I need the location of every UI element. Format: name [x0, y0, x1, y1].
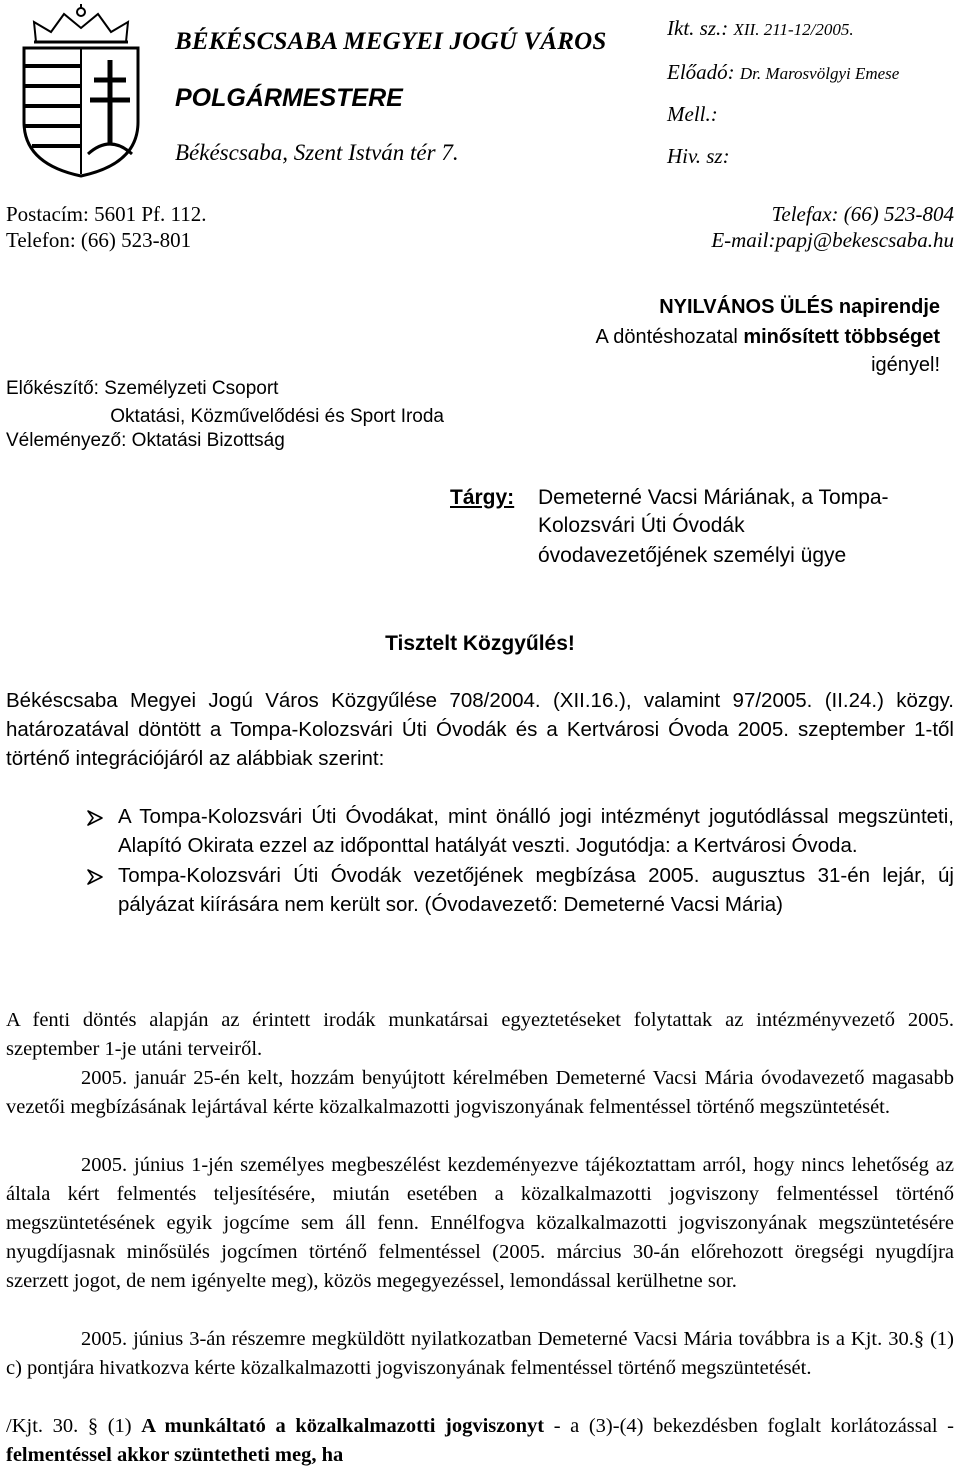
registry-value: XII. 211-12/2005. [733, 20, 854, 39]
majority-bold: minősített többséget [743, 326, 940, 348]
body-paragraph-5 [6, 1412, 954, 1470]
body-paragraph-3: 2005. június 1-jén személyes megbeszélést kezdeményezve tájékoztattam arról, hogy nincs lehetőség az általa kért felmentés teljesítésére, miután esetében a közalkalmazotti jogviszony felmentéssel történő megszüntetésének egyik jogcíme sem áll fenn. Ennélfogva közalkalmazotti jogviszonyának megszüntetésére nyugdíjasnak minősülés jogcímen történő felmentéssel (2005. március 30-án előrehozott öregségi nyugdíjra szerzett jogot, de nem igényelte meg), közös megegyezéssel, lemondással kerülhetne sor. [6, 1154, 954, 1292]
preparer-line: Előkészítő: Személyzeti Csoport [6, 378, 279, 399]
majority-notice [595, 326, 940, 349]
registry-number [667, 16, 854, 41]
body-paragraph-2: 2005. január 25-én kelt, hozzám benyújtott kérelmében Demeterné Vacsi Mária óvodavezető magasabb vezetői megbízásának lejártával kérte közalkalmazotti jogviszonyának felmentéssel történő megszüntetését. [6, 1067, 954, 1118]
arrow-bullet-icon [86, 802, 104, 835]
body-paragraph-4: 2005. június 3-án részemre megküldött nyilatkozatban Demeterné Vacsi Mária továbbra is a Kjt. 30.§ (1) c) pontjára hivatkozva kérte közalkalmazotti jogviszonyának felmentéssel történő megszüntetését. [6, 1328, 954, 1379]
coat-of-arms-icon [6, 4, 156, 180]
office-title: POLGÁRMESTERE [175, 84, 403, 112]
presenter-value: Dr. Marosvölgyi Emese [739, 64, 900, 83]
presenter [667, 60, 899, 85]
majority-notice-end: igényel! [871, 354, 940, 376]
presenter-label: Előadó: [667, 60, 735, 84]
law-text-bold-2: felmentéssel akkor szüntetheti meg, ha [6, 1444, 344, 1466]
registry-label: Ikt. sz.: [667, 16, 729, 40]
email-address: E-mail:papj@bekescsaba.hu [711, 228, 954, 252]
reference-number-label: Hiv. sz: [667, 144, 730, 168]
intro-paragraph: Békéscsaba Megyei Jogú Város Közgyűlése 708/2004. (XII.16.), valamint 97/2005. (II.24.) közgy. határozatával döntött a Tompa-Kolozsvári Úti Óvodák és a Kertvárosi Óvoda 2005. szeptember 1-től történő integrációjáról az alábbiak szerint: [6, 689, 954, 770]
fax-number: Telefax: (66) 523-804 [771, 202, 954, 226]
public-session-notice: NYILVÁNOS ÜLÉS napirendje [659, 296, 940, 318]
attachments-label: Mell.: [667, 102, 718, 126]
subject-label: Tárgy: [450, 486, 515, 509]
reviewer-line: Véleményező: Oktatási Bizottság [6, 430, 285, 451]
law-text-plain: - a (3)-(4) bekezdésben foglalt korlátozással - [544, 1415, 954, 1437]
salutation: Tisztelt Közgyűlés! [385, 632, 575, 655]
body-paragraph-1: A fenti döntés alapján az érintett irodák munkatársai egyeztetéseket folytattak az intézményvezető 2005. szeptember 1-je utáni terveiről. [6, 1009, 954, 1060]
law-reference: /Kjt. 30. § (1) [6, 1415, 142, 1437]
subject-line-1: Demeterné Vacsi Máriának, a Tompa- [538, 486, 889, 509]
majority-plain: A döntéshozatal [595, 326, 744, 348]
law-text-bold-1: A munkáltató a közalkalmazotti jogviszonyt [141, 1415, 545, 1437]
bullet-text: Tompa-Kolozsvári Úti Óvodák vezetőjének megbízása 2005. augusztus 31-én lejár, új pályázat kiírására nem került sor. (Óvodavezető: Demeterné Vacsi Mária) [118, 864, 954, 916]
bullet-item [6, 861, 954, 919]
postal-address: Postacím: 5601 Pf. 112. [6, 202, 207, 226]
phone-number: Telefon: (66) 523-801 [6, 228, 192, 252]
subject-line-3: óvodavezetőjének személyi ügye [538, 544, 847, 567]
bullet-text: A Tompa-Kolozsvári Úti Óvodákat, mint önálló jogi intézményt jogutódlással megszünteti, Alapító Okirata ezzel az időponttal hatályát veszti. Jogutódja: a Kertvárosi Óvoda. [118, 805, 954, 857]
arrow-bullet-icon [86, 861, 104, 894]
city-title: BÉKÉSCSABA MEGYEI JOGÚ VÁROS [175, 28, 607, 55]
office-address: Békéscsaba, Szent István tér 7. [175, 140, 459, 165]
bullet-item [6, 802, 954, 860]
preparer-office: Oktatási, Közművelődési és Sport Iroda [110, 406, 444, 427]
subject-line-2: Kolozsvári Úti Óvodák [538, 514, 745, 537]
bullet-list [6, 802, 954, 919]
